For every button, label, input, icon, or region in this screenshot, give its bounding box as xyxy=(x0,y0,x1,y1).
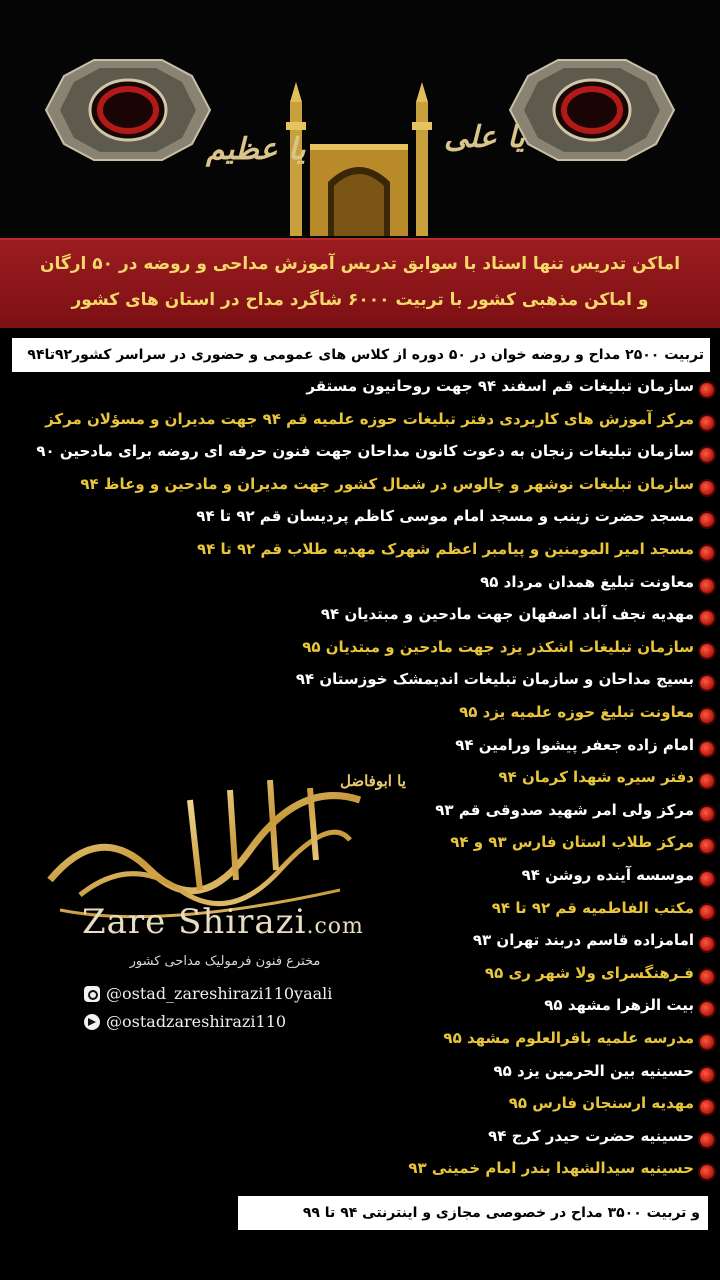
list-item xyxy=(0,1091,720,1121)
list-item xyxy=(0,635,720,665)
list-item-text: مرکز طلاب استان فارس ۹۳ و ۹۴ xyxy=(450,833,694,852)
bullet-icon xyxy=(700,1002,714,1016)
telegram-text: @ostadzareshirazi110 xyxy=(106,1012,287,1031)
list-item xyxy=(0,537,720,567)
list-item xyxy=(0,1156,720,1186)
list-item xyxy=(0,570,720,600)
bullet-icon xyxy=(700,644,714,658)
bullet-icon xyxy=(700,1035,714,1049)
bottom-summary-bar: و تربیت ۳۵۰۰ مداح در خصوصی مجازی و اینترنتی ۹۴ تا ۹۹ xyxy=(238,1196,708,1230)
list-item xyxy=(0,733,720,763)
list-item-text: موسسه آینده روشن ۹۴ xyxy=(521,866,694,884)
bullet-icon xyxy=(700,839,714,853)
list-item-text: معاونت تبلیغ همدان مرداد ۹۵ xyxy=(480,572,694,591)
list-item xyxy=(0,407,720,437)
list-item-text: مهدیه نجف آباد اصفهان جهت مادحین و مبتدیان ۹۴ xyxy=(320,605,694,624)
bullet-icon xyxy=(700,1165,714,1179)
list-item-text: مسجد حضرت زینب و مسجد امام موسی کاظم پردیسان قم ۹۲ تا ۹۴ xyxy=(196,507,694,526)
list-item-text: سازمان تبلیغات نوشهر و چالوس در شمال کشور جهت مدیران و مادحین و وعاظ ۹۴ xyxy=(80,474,694,493)
list-item-text: بیت الزهرا مشهد ۹۵ xyxy=(544,996,694,1015)
list-item-text: مسجد امیر المومنین و پیامبر اعظم شهرک مهدیه طلاب قم ۹۲ تا ۹۴ xyxy=(196,540,694,558)
banner-line-1: اماکن تدریس تنها استاد با سوابق تدریس آموزش مداحی و روضه در ۵۰ ارگان xyxy=(39,254,681,274)
list-item-text: سازمان تبلیغات قم اسفند ۹۴ جهت روحانیون مستقر xyxy=(306,377,694,395)
logo-subtitle: مخترع فنون فرمولیک مداحی کشور xyxy=(129,954,321,969)
list-item-text: حسینیه سیدالشهدا بندر امام خمینی ۹۳ xyxy=(408,1159,694,1178)
list-item xyxy=(0,602,720,632)
banner-line-2: و اماکن مذهبی کشور با تربیت ۶۰۰۰ شاگرد مداح در استان های کشور xyxy=(71,290,649,310)
list-item-text: مرکز آموزش های کاربردی دفتر تبلیغات حوزه علمیه قم ۹۴ جهت مدیران و مسؤلان مرکز xyxy=(45,409,694,428)
bullet-icon xyxy=(700,774,714,788)
bullet-icon xyxy=(700,709,714,723)
list-item xyxy=(0,1059,720,1089)
logo-top-text: یا ابوفاضل xyxy=(340,772,406,790)
bullet-icon xyxy=(700,872,714,886)
header xyxy=(0,0,720,238)
list-item-text: امامزاده قاسم دربند تهران ۹۳ xyxy=(472,931,694,950)
instagram-icon xyxy=(84,986,100,1002)
list-item xyxy=(0,374,720,404)
instagram-text: @ostad_zareshirazi110yaali xyxy=(106,984,333,1003)
list-item xyxy=(0,439,720,469)
header-calligraphy-right: یا علی xyxy=(444,120,525,155)
red-banner xyxy=(0,238,720,328)
instagram-handle[interactable] xyxy=(84,984,332,1003)
list-item xyxy=(0,700,720,730)
list-item-text: بسیج مداحان و سازمان تبلیغات اندیمشک خوزستان ۹۴ xyxy=(295,670,694,689)
list-item-text: دفتر سیره شهدا کرمان ۹۴ xyxy=(498,768,694,787)
bullet-icon xyxy=(700,611,714,625)
bullet-icon xyxy=(700,579,714,593)
bullet-icon xyxy=(700,970,714,984)
bullet-icon xyxy=(700,937,714,951)
logo-domain: .com xyxy=(306,914,364,939)
bullet-icon xyxy=(700,448,714,462)
bullet-icon xyxy=(700,807,714,821)
logo-name: Zare Shirazi xyxy=(82,902,307,942)
telegram-icon xyxy=(84,1014,100,1030)
bullet-icon xyxy=(700,1133,714,1147)
bullet-icon xyxy=(700,676,714,690)
bullet-icon xyxy=(700,742,714,756)
list-item-text: حسینیه حضرت حیدر کرج ۹۴ xyxy=(488,1126,694,1145)
top-summary-bar: تربیت ۲۵۰۰ مداح و روضه خوان در ۵۰ دوره از کلاس های عمومی و حضوری در سراسر کشور۹۲تا۹۴ xyxy=(12,338,710,372)
list-item-text: معاونت تبلیغ حوزه علمیه یزد ۹۵ xyxy=(459,703,694,721)
list-item-text: مرکز ولی امر شهید صدوقی قم ۹۳ xyxy=(435,800,694,819)
bullet-icon xyxy=(700,513,714,527)
list-item-text: امام زاده جعفر پیشوا ورامین ۹۴ xyxy=(455,735,694,754)
list-item-text: سازمان تبلیغات زنجان به دعوت کانون مداحان جهت فنون حرفه ای روضه برای مادحین ۹۰ xyxy=(36,442,694,461)
list-item xyxy=(0,1124,720,1154)
header-calligraphy-left: یا عظیم xyxy=(206,132,306,167)
telegram-handle[interactable] xyxy=(84,1012,286,1031)
ornament-emblem-left xyxy=(44,56,212,164)
list-item-text: مکتب الفاطمیه قم ۹۲ تا ۹۴ xyxy=(491,898,694,917)
list-item-text: سازمان تبلیغات اشکذر یزد جهت مادحین و مبتدیان ۹۵ xyxy=(302,637,694,656)
list-item xyxy=(0,504,720,534)
bullet-icon xyxy=(700,481,714,495)
list-item-text: مدرسه علمیه باقرالعلوم مشهد ۹۵ xyxy=(443,1029,694,1047)
logo-wordmark xyxy=(82,902,364,942)
list-item-text: حسینیه بین الحرمین یزد ۹۵ xyxy=(493,1061,694,1080)
ornament-emblem-right xyxy=(508,56,676,164)
bullet-icon xyxy=(700,546,714,560)
list-item-text: مهدیه ارسنجان فارس ۹۵ xyxy=(508,1094,694,1113)
bullet-icon xyxy=(700,416,714,430)
bullet-icon xyxy=(700,1068,714,1082)
bullet-icon xyxy=(700,383,714,397)
list-item xyxy=(0,472,720,502)
list-item-text: فـرهنگسرای ولا شهر ری ۹۵ xyxy=(484,963,694,982)
list-item xyxy=(0,667,720,697)
bullet-icon xyxy=(700,1100,714,1114)
bullet-icon xyxy=(700,905,714,919)
